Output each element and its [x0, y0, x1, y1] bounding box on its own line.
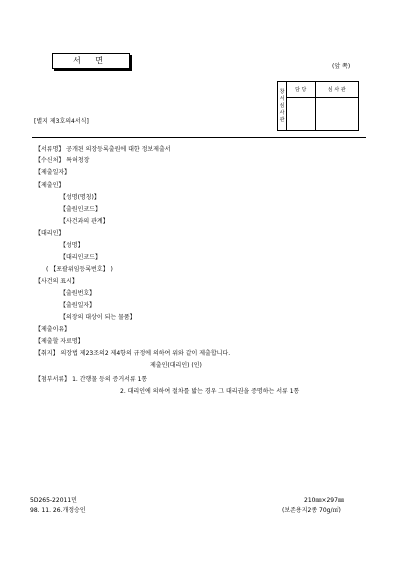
field-general-power-number: ( 【포괄위임등록번호】 ) [46, 266, 113, 273]
field-case-indication: 【사건의 표시】 [35, 278, 78, 285]
footer-paper-size: 210㎜×297㎜ [304, 497, 344, 504]
approval-table [277, 81, 359, 131]
approval-vertical-label: 창 서 심 사 관 [278, 82, 287, 131]
approval-col-manager: 담 당 [287, 82, 316, 98]
field-agent-code: 【대리인코드】 [60, 254, 101, 261]
field-recipient: 【수신처】 특허청장 [35, 157, 90, 164]
approval-sign-manager[interactable] [287, 98, 316, 131]
field-design-article: 【의장의 대상이 되는 물품】 [60, 314, 136, 321]
field-document-name: 【서류명】 공개된 의장등록출원에 대한 정보제출서 [35, 146, 171, 153]
field-application-date: 【출원일자】 [60, 302, 96, 309]
document-title: 서 면 [52, 53, 130, 69]
field-signature-line: 제출인(대리인) (인) [150, 362, 202, 369]
field-agent: 【대리인】 [35, 230, 65, 237]
field-material-name: 【제출할 자료명】 [35, 338, 84, 345]
footer-paper-type: (보존용지2종 70g/㎡) [282, 507, 341, 514]
form-number: [별지 제3호의4서식] [34, 118, 89, 125]
field-submitter: 【제출인】 [35, 182, 65, 189]
field-submit-reason: 【제출이유】 [35, 326, 71, 333]
field-attachment-1: 【첨부서류】 1. 간행물 등의 증거서류 1통 [35, 376, 148, 383]
divider-top [32, 137, 366, 138]
approval-col-examiner: 심 사 관 [315, 82, 358, 98]
field-applicant-code: 【출원인코드】 [60, 206, 101, 213]
field-purpose: 【취지】 의장법 제23조의2 제4항의 규정에 의하여 위와 같이 제출합니다. [35, 350, 231, 357]
field-submitter-name: 【성명(명칭)】 [60, 194, 100, 201]
footer-revision: 98. 11. 26.개정승인 [30, 507, 86, 514]
field-relation: 【사건과의 관계】 [60, 218, 109, 225]
field-submit-date: 【제출일자】 [35, 169, 71, 176]
field-attachment-2: 2. 대리인에 의하여 절차를 밟는 경우 그 대리권을 증명하는 서류 1통 [120, 388, 300, 395]
field-application-number: 【출원번호】 [60, 290, 96, 297]
footer-code: 5D265-22011민 [30, 497, 77, 504]
page-side-note: (앞 쪽) [332, 63, 351, 70]
approval-sign-examiner[interactable] [315, 98, 358, 131]
field-agent-name: 【성명】 [60, 242, 84, 249]
